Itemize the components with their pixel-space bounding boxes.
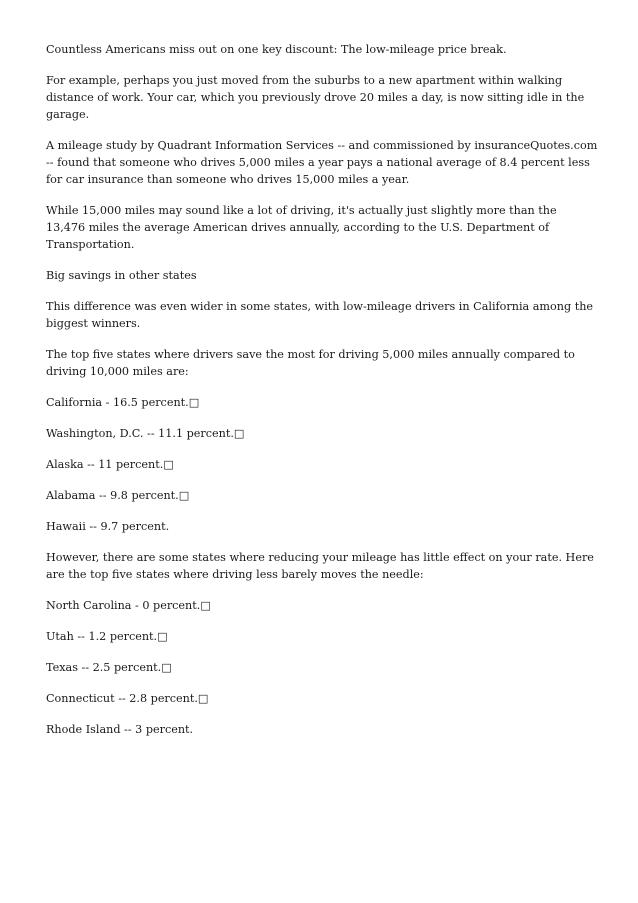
document-page bbox=[46, 41, 598, 752]
list-item-utah: Utah -- 1.2 percent.□ bbox=[46, 630, 168, 643]
list-item-washington-dc: Washington, D.C. -- 11.1 percent.□ bbox=[46, 427, 245, 440]
states-difference-paragraph: This difference was even wider in some states, with low-mileage drivers in California among the biggest winners. bbox=[46, 300, 594, 330]
list-item-north-carolina: North Carolina - 0 percent.□ bbox=[46, 599, 211, 612]
driving-average-paragraph: While 15,000 miles may sound like a lot of driving, it's actually just slightly more than the 13,476 miles the average American drives annually, according to the U.S. Department of Transportation. bbox=[46, 204, 557, 251]
example-paragraph: For example, perhaps you just moved from the suburbs to a new apartment within walking distance of work. Your car, which you previously drove 20 miles a day, is now sitting idle in the garage. bbox=[46, 74, 585, 121]
list-item-california: California - 16.5 percent.□ bbox=[46, 396, 200, 409]
list-item-connecticut: Connecticut -- 2.8 percent.□ bbox=[46, 692, 209, 705]
list-item-hawaii: Hawaii -- 9.7 percent. bbox=[46, 520, 170, 533]
list-item-rhode-island: Rhode Island -- 3 percent. bbox=[46, 723, 194, 736]
section-heading: Big savings in other states bbox=[46, 269, 197, 282]
list-item-alabama: Alabama -- 9.8 percent.□ bbox=[46, 489, 190, 502]
study-paragraph: A mileage study by Quadrant Information Services -- and commissioned by insuranceQuotes.com -- found that someone who drives 5,000 miles a year pays a national average of 8.4 percent less for car insurance than someone who drives 15,000 miles a year. bbox=[46, 139, 598, 186]
top-five-intro-paragraph: The top five states where drivers save the most for driving 5,000 miles annually compared to driving 10,000 miles are: bbox=[46, 348, 575, 378]
intro-paragraph: Countless Americans miss out on one key discount: The low-mileage price break. bbox=[46, 43, 507, 56]
list-item-texas: Texas -- 2.5 percent.□ bbox=[46, 661, 172, 674]
list-item-alaska: Alaska -- 11 percent.□ bbox=[46, 458, 174, 471]
bottom-five-intro-paragraph: However, there are some states where reducing your mileage has little effect on your rate. Here are the top five states where driving less barely moves the needle: bbox=[46, 551, 594, 581]
